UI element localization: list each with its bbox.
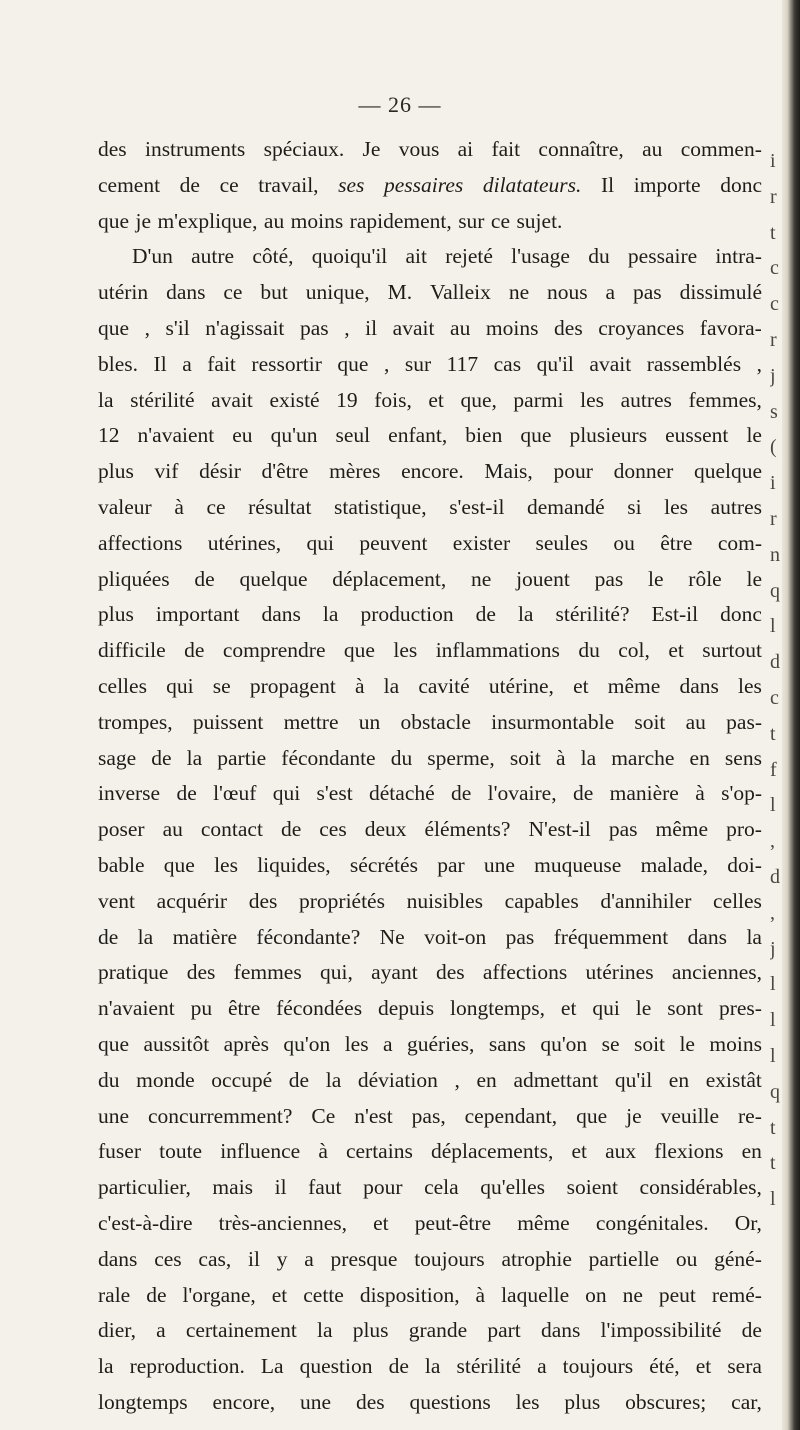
bleed-char: n <box>770 543 780 566</box>
text-line: pratique des femmes qui, ayant des affections utérines anciennes, <box>98 960 762 985</box>
bleed-char: l <box>770 1188 776 1211</box>
bleed-char: c <box>770 293 779 316</box>
bleed-char: t <box>770 1116 776 1139</box>
page-number: — 26 — <box>358 92 442 117</box>
text-line: valeur à ce résultat statistique, s'est-il demandé si les autres <box>98 494 762 519</box>
bleed-char: j <box>770 364 776 387</box>
bleed-char: d <box>770 866 780 888</box>
bleed-char: , <box>770 830 775 853</box>
text-line: bable que les liquides, sécrétés par une muqueuse malade, doi- <box>98 852 762 877</box>
text-line: une concurremment? Ce n'est pas, cependant, que je veuille re- <box>98 1103 762 1128</box>
text-line: dier, a certainement la plus grande part dans l'impossibilité de <box>98 1318 762 1343</box>
bleed-char: q <box>770 1080 780 1103</box>
margin-bleed <box>770 0 782 1430</box>
text-line: affections utérines, qui peuvent exister seules ou être com- <box>98 530 762 555</box>
text-line: dans ces cas, il y a presque toujours atrophie partielle ou géné- <box>98 1246 762 1271</box>
text-line: 12 n'avaient eu qu'un seul enfant, bien que plusieurs eussent le <box>98 423 762 448</box>
text-line: que aussitôt après qu'on les a guéries, sans qu'on se soit le moins <box>98 1031 762 1056</box>
bleed-char: r <box>770 329 777 351</box>
bleed-char: i <box>770 472 776 495</box>
text-line: rale de l'organe, et cette disposition, à laquelle on ne peut remé- <box>98 1282 762 1307</box>
text-line: cement de ce travail, ses pessaires dilatateurs. Il importe donc <box>98 172 762 197</box>
text-line: n'avaient pu être fécondées depuis longtemps, et qui le sont pres- <box>98 996 762 1021</box>
bleed-char: c <box>770 257 779 280</box>
bleed-char: r <box>770 508 777 530</box>
text-line: poser au contact de ces deux éléments? N'est-il pas même pro- <box>98 817 762 842</box>
text-line: sage de la partie fécondante du sperme, soit à la marche en sens <box>98 745 762 770</box>
text-line: plus vif désir d'être mères encore. Mais, pour donner quelque <box>98 459 762 484</box>
text-line: la reproduction. La question de la stérilité a toujours été, et sera <box>98 1354 762 1379</box>
text-line: celles qui se propagent à la cavité utérine, et même dans les <box>98 673 762 698</box>
bleed-char: l <box>770 615 776 638</box>
text-line: que , s'il n'agissait pas , il avait au moins des croyances favora- <box>98 315 762 340</box>
bleed-char: ( <box>770 436 777 459</box>
text-line: que je m'explique, au moins rapidement, sur ce sujet. <box>98 208 563 233</box>
bleed-char: i <box>770 150 776 172</box>
text-line: bles. Il a fait ressortir que , sur 117 cas qu'il avait rassemblés , <box>98 351 762 376</box>
bleed-char: l <box>770 1045 776 1067</box>
binding-edge <box>782 0 800 1430</box>
body-text <box>98 132 762 1421</box>
text-line: la stérilité avait existé 19 fois, et que, parmi les autres femmes, <box>98 387 762 412</box>
text-line: des instruments spéciaux. Je vous ai fait connaître, au commen- <box>98 137 762 161</box>
bleed-char: l <box>770 794 776 817</box>
text-line: c'est-à-dire très-anciennes, et peut-être même congénitales. Or, <box>98 1210 762 1235</box>
text-line: vent acquérir des propriétés nuisibles capables d'annihiler celles <box>98 888 762 913</box>
text-line: difficile de comprendre que les inflammations du col, et surtout <box>98 638 762 663</box>
text-line: D'un autre côté, quoiqu'il ait rejeté l'usage du pessaire intra- <box>132 244 762 269</box>
bleed-char: t <box>770 1152 776 1175</box>
text-line: fuser toute influence à certains déplacements, et aux flexions en <box>98 1139 762 1164</box>
text-line: du monde occupé de la déviation , en admettant qu'il en existât <box>98 1067 762 1092</box>
bleed-char: l <box>770 1009 776 1032</box>
bleed-char: c <box>770 687 779 709</box>
bleed-char: j <box>770 937 776 960</box>
bleed-char: q <box>770 579 780 602</box>
text-line: particulier, mais il faut pour cela qu'elles soient considérables, <box>98 1175 762 1200</box>
bleed-char: t <box>770 221 776 244</box>
text-line: longtemps encore, une des questions les plus obscures; car, <box>98 1389 762 1414</box>
bleed-char: s <box>770 400 778 423</box>
bleed-char: f <box>770 758 777 781</box>
text-line: pliquées de quelque déplacement, ne jouent pas le rôle le <box>98 566 762 591</box>
bleed-char: l <box>770 973 776 996</box>
bleed-char: d <box>770 651 780 674</box>
text-line: inverse de l'œuf qui s'est détaché de l'ovaire, de manière à s'op- <box>98 781 762 806</box>
bleed-char: , <box>770 901 775 924</box>
bleed-char: r <box>770 185 777 208</box>
text-line: trompes, puissent mettre un obstacle insurmontable soit au pas- <box>98 709 762 734</box>
text-line: de la matière fécondante? Ne voit-on pas fréquemment dans la <box>98 924 762 949</box>
bleed-char: t <box>770 722 776 745</box>
text-line: plus important dans la production de la stérilité? Est-il donc <box>98 602 762 627</box>
text-line: utérin dans ce but unique, M. Valleix ne nous a pas dissimulé <box>98 280 762 305</box>
